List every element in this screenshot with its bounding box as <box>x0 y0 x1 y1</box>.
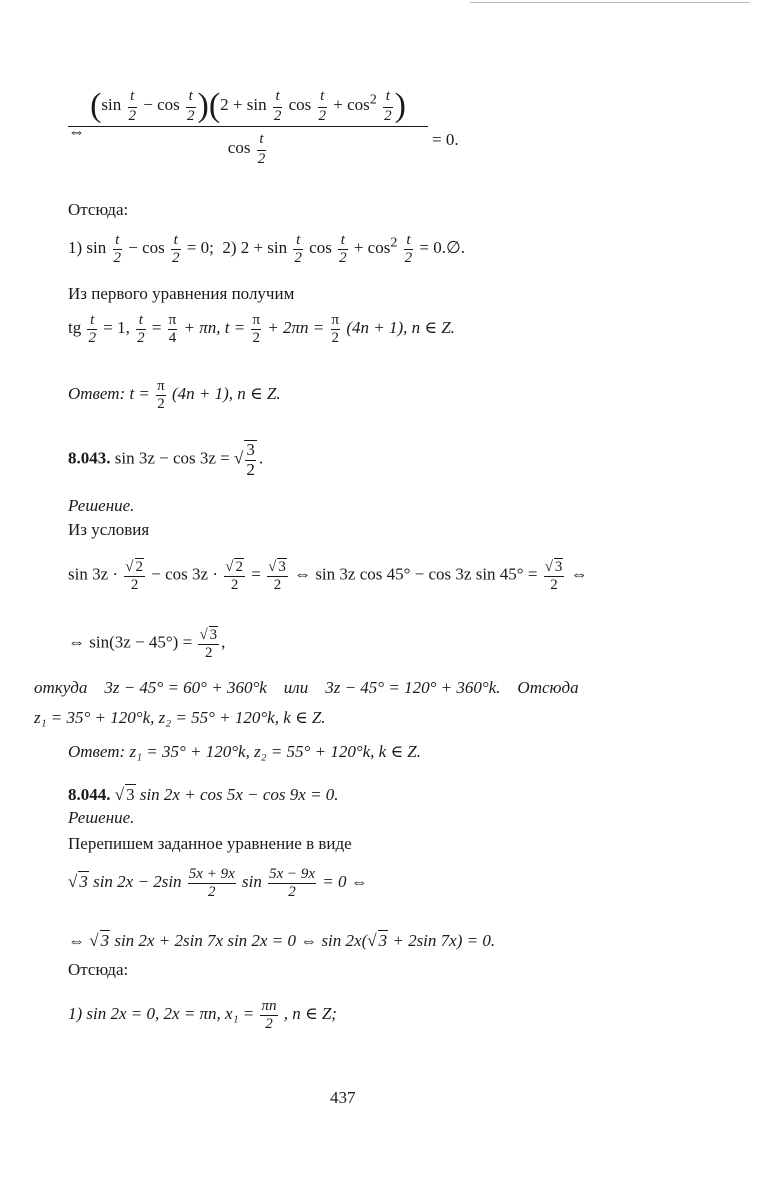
equation-big-fraction <box>68 88 428 167</box>
equation-8043-a: sin 3z · $\frac{√ 2}{2}$ − cos 3z · $\frac{√ 2}{2}$ = $\frac{√ 3}{2}$ ⇔ sin 3z cos 45° − cos 3z sin 45° = $\frac{√ 3}{2}$ ⇔ <box>68 559 588 593</box>
equation-8043-b: ⇔ sin(3z − 45°) = $\frac{√ 3}{2}$ , <box>68 627 226 661</box>
problem-8044: 8.044. √ 3 sin 2x + cos 5x − cos 9x = 0. <box>68 785 339 804</box>
scan-edge-line <box>470 2 750 3</box>
equivalence-arrow: ⇔ <box>68 122 85 141</box>
page-number: 437 <box>330 1088 356 1107</box>
text-otsyuda-2: Отсюда: <box>68 960 129 979</box>
equation-8044-b: ⇔ √ 3 sin 2x + 2sin 7x sin 2x = 0 ⇔ sin 2x(√ 3 + 2sin 7x) = 0. <box>68 931 496 950</box>
equation-8044-c: 1) sin 2x = 0, 2x = πn, x₁ = $\frac{\pi n}{2}$ , n ∈ Z; <box>68 998 337 1032</box>
text-z-solutions: z₁ = 35° + 120°k, z₂ = 55° + 120°k, k ∈ Z. <box>34 708 326 727</box>
equation-cases-1: 1) sin $\frac{t}{2}$ − cos $\frac{t}{2}$ = 0; 2) 2 + sin $\frac{t}{2}$ cos $\frac{t}{2}$ + $\cos^2$ $\frac{t}{2}$ = 0.∅. <box>68 232 466 266</box>
answer-2: Ответ: z₁ = 35° + 120°k, z₂ = 55° + 120°k, k ∈ Z. <box>68 742 422 761</box>
text-iz-pervogo: Из первого уравнения получим <box>68 284 295 303</box>
text-reshenie-1: Решение. <box>68 496 135 515</box>
equation-tg: tg $\frac{t}{2}$ = 1, $\frac{t}{2}$ = $\frac{\pi}{4}$ + πn, t = $\frac{\pi}{2}$ + 2πn = $\frac{\pi}{2}$ (4n + 1), n ∈ Z. <box>68 312 455 346</box>
text-iz-usloviya: Из условия <box>68 520 150 539</box>
big-fraction-numerator: (sin $\frac{t}{2}$ − cos $\frac{t}{2}$ )(2 + sin $\frac{t}{2}$ cos $\frac{t}{2}$ + $\cos^2$ $\frac{t}{2}$ ) <box>68 88 428 127</box>
problem-8043: 8.043. sin 3z − cos 3z = √ $\frac{3}{2}$ . <box>68 440 264 479</box>
equals-zero: = 0. <box>432 130 459 149</box>
equation-8044-a: √ 3 sin 2x − 2sin $\frac{5x + 9x}{2}$ sin $\frac{5x - 9x}{2}$ = 0 ⇔ <box>68 866 368 900</box>
text-reshenie-2: Решение. <box>68 808 135 827</box>
answer-1: Ответ: t = $\frac{\pi}{2}$ (4n + 1), n ∈ Z. <box>68 378 281 412</box>
text-otsyuda-1: Отсюда: <box>68 200 129 219</box>
text-perepishem: Перепишем заданное уравнение в виде <box>68 834 352 853</box>
text-otkuda: откуда 3z − 45° = 60° + 360°k или 3z − 45° = 120° + 360°k. Отсюда <box>34 678 579 697</box>
big-fraction-denominator: cos $\frac{t}{2}$ <box>227 131 266 167</box>
